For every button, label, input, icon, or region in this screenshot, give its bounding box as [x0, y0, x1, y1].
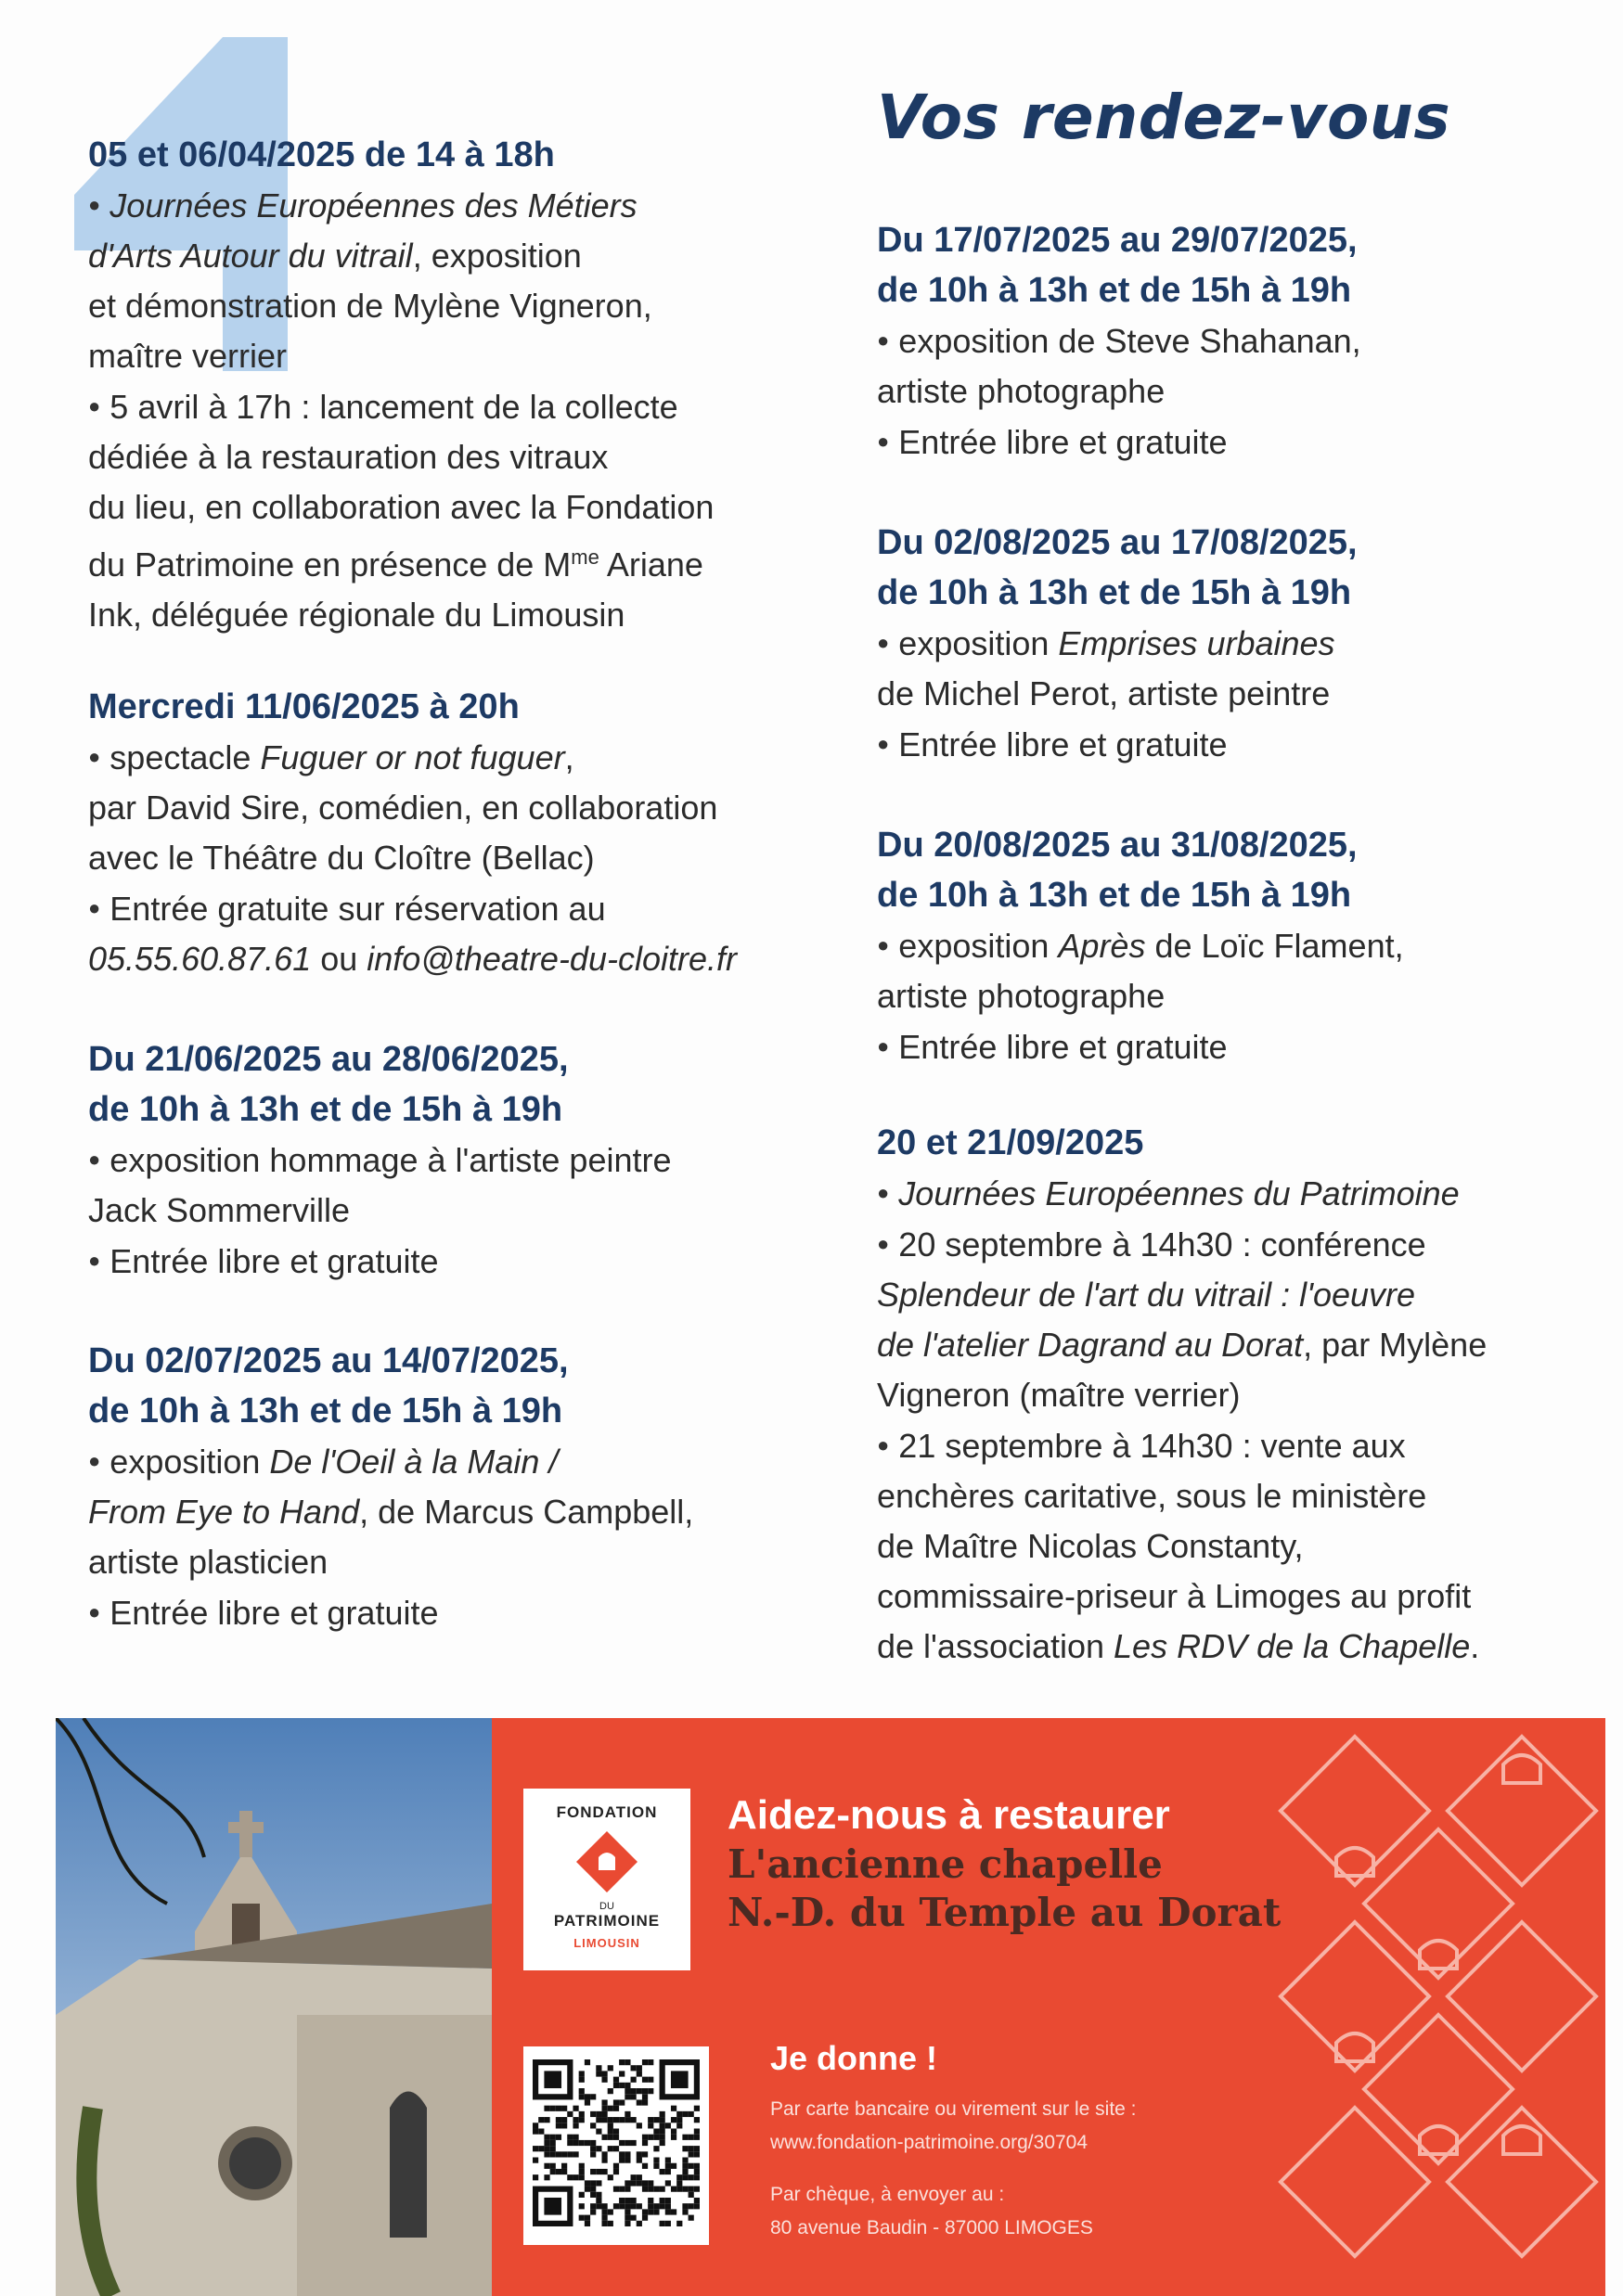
event-bullet-line: [88, 1236, 672, 1287]
event-bullet-line: [88, 1587, 693, 1638]
text-run: .: [1470, 1627, 1480, 1665]
text-run: 20 septembre à 14h30 : conférence: [898, 1225, 1426, 1263]
text-run: Emprises urbaines: [1058, 624, 1335, 662]
event-text-line: [877, 1320, 1487, 1370]
event-text-line: [88, 1186, 672, 1236]
text-run: Splendeur de l'art du vitrail : l'oeuvre: [877, 1276, 1416, 1314]
text-run: commissaire-priseur à Limoges au profit: [877, 1577, 1472, 1615]
event-text-line: [88, 231, 714, 281]
event-text-line: [88, 432, 714, 482]
text-run: d'Arts: [88, 237, 181, 275]
chapel-name: [728, 1841, 1281, 1937]
event-bullet-line: [877, 417, 1361, 468]
text-run: enchères caritative, sous le ministère: [877, 1477, 1427, 1515]
event-date: 05 et 06/04/2025 de 14 à 18h: [88, 135, 555, 174]
chapel-line-1: L'ancienne chapelle: [728, 1841, 1163, 1887]
text-run: de Maître Nicolas Constanty,: [877, 1527, 1304, 1565]
text-run: De l'Oeil à la Main /: [269, 1443, 559, 1481]
cheque-label: Par chèque, à envoyer au :: [770, 2184, 1005, 2205]
event-8: [877, 1118, 1487, 1672]
text-run: Journées Européennes du Patrimoine: [898, 1174, 1460, 1212]
event-date: Du 02/07/2025 au 14/07/2025,: [88, 1341, 569, 1380]
event-date: Du 21/06/2025 au 28/06/2025,: [88, 1040, 569, 1079]
text-run: Entrée libre et gratuite: [109, 1594, 439, 1632]
event-bullet-line: [877, 1021, 1404, 1072]
event-text-line: [88, 1487, 693, 1537]
fondation-patrimoine-logo-icon: [574, 1829, 639, 1894]
text-run: exposition: [898, 624, 1059, 662]
text-run: Les RDV de la Chapelle: [1114, 1627, 1471, 1665]
event-text-line: [877, 1622, 1487, 1672]
text-run: et démonstration de Mylène Vigneron,: [88, 287, 652, 325]
event-hours: de 10h à 13h et de 15h à 19h: [88, 1392, 563, 1430]
text-run: avec le Théâtre du Cloître (Bellac): [88, 839, 595, 877]
text-run: Ariane: [599, 545, 703, 584]
text-run: Entrée libre et gratuite: [898, 423, 1228, 461]
donate-title: Je donne !: [770, 2039, 938, 2077]
event-text-line: [88, 482, 714, 532]
text-run: de Loïc Flament,: [1145, 927, 1404, 965]
event-text-line: [88, 833, 737, 883]
text-run: Autour du vitrail: [180, 237, 413, 275]
event-bullet-line: [88, 883, 737, 934]
event-lines: [877, 618, 1358, 770]
text-run: maître verrier: [88, 337, 288, 375]
banner-headline: Aidez-nous à restaurer: [728, 1792, 1170, 1838]
event-text-line: [88, 281, 714, 331]
event-text-line: [88, 934, 737, 984]
event-hours: de 10h à 13h et de 15h à 19h: [877, 876, 1352, 915]
text-run: exposition de Steve Shahanan,: [898, 322, 1361, 360]
event-bullet-line: [877, 920, 1404, 971]
event-bullet-line: [877, 1420, 1487, 1471]
text-run: exposition: [109, 1443, 270, 1481]
text-run: 5 avril à 17h : lancement de la collecte: [109, 388, 678, 426]
event-lines: [88, 180, 714, 640]
event-7: [877, 820, 1404, 1072]
text-run: Après: [1058, 927, 1146, 965]
event-text-line: [877, 1471, 1487, 1521]
event-text-line: [877, 669, 1358, 719]
event-2: [88, 682, 737, 984]
text-run: , par Mylène: [1303, 1326, 1488, 1364]
text-run: dédiée à la restauration des vitraux: [88, 438, 609, 476]
event-date: Du 20/08/2025 au 31/08/2025,: [877, 826, 1358, 865]
event-bullet-line: [88, 381, 714, 432]
text-run: Entrée libre et gratuite: [898, 725, 1228, 763]
text-run: Jack Sommerville: [88, 1191, 351, 1229]
donation-banner: [56, 1718, 1605, 2296]
event-text-line: [88, 1537, 693, 1587]
donation-website-link[interactable]: www.fondation-patrimoine.org/30704: [770, 2132, 1088, 2153]
text-run: de Michel Perot, artiste peintre: [877, 674, 1331, 712]
page-title: Vos rendez-vous: [877, 82, 1451, 153]
event-5: [877, 215, 1361, 468]
text-run: Ink, déléguée régionale du Limousin: [88, 596, 625, 634]
text-run: artiste plasticien: [88, 1543, 328, 1581]
text-run: du Patrimoine en présence de M: [88, 545, 572, 584]
text-run: Entrée libre et gratuite: [109, 1242, 439, 1280]
event-date: Du 02/08/2025 au 17/08/2025,: [877, 523, 1358, 562]
event-lines: [88, 1135, 672, 1287]
event-4: [88, 1336, 693, 1638]
event-3: [88, 1034, 672, 1287]
event-bullet-line: [88, 1135, 672, 1186]
text-run: Entrée libre et gratuite: [898, 1028, 1228, 1066]
event-hours: de 10h à 13h et de 15h à 19h: [88, 1090, 563, 1129]
text-run: Journées Européennes des Métiers: [109, 186, 638, 224]
text-run: de l'association: [877, 1627, 1114, 1665]
fondation-logo: [523, 1789, 690, 1970]
chapel-photo: [56, 1718, 492, 2296]
text-run: 21 septembre à 14h30 : vente aux: [898, 1427, 1406, 1465]
event-lines: [88, 1436, 693, 1638]
text-run: Fuguer or not fuguer: [260, 738, 565, 776]
event-text-line: [88, 532, 714, 590]
event-text-line: [877, 971, 1404, 1021]
event-1: [88, 130, 714, 640]
event-bullet-line: [88, 1436, 693, 1487]
event-text-line: [88, 590, 714, 640]
event-bullet-line: [88, 180, 714, 231]
event-text-line: [877, 1370, 1487, 1420]
event-lines: [877, 1168, 1487, 1672]
event-text-line: [88, 783, 737, 833]
text-run: , de Marcus Campbell,: [359, 1493, 694, 1531]
event-bullet-line: [877, 719, 1358, 770]
qr-code-icon[interactable]: [533, 2059, 700, 2226]
event-text-line: [877, 1521, 1487, 1571]
event-text-line: [877, 1270, 1487, 1320]
diamond-pattern-icon: [1271, 1718, 1605, 2296]
text-run: Entrée gratuite sur réservation au: [109, 890, 606, 928]
event-text-line: [88, 331, 714, 381]
text-run: ,: [564, 738, 574, 776]
event-bullet-line: [877, 1219, 1487, 1270]
event-date: Du 17/07/2025 au 29/07/2025,: [877, 221, 1358, 260]
event-date: 20 et 21/09/2025: [877, 1123, 1144, 1162]
event-6: [877, 518, 1358, 770]
text-run: par David Sire, comédien, en collaboration: [88, 789, 718, 827]
text-run: ou: [311, 940, 367, 978]
event-date: Mercredi 11/06/2025 à 20h: [88, 687, 520, 726]
text-run: info@theatre-du-cloitre.fr: [367, 940, 737, 978]
text-run: exposition: [898, 927, 1059, 965]
banner-red-panel: [492, 1718, 1605, 2296]
text-run: , exposition: [412, 237, 582, 275]
event-bullet-line: [877, 315, 1361, 366]
event-text-line: [877, 1571, 1487, 1622]
text-run: artiste photographe: [877, 977, 1166, 1015]
text-run: exposition hommage à l'artiste peintre: [109, 1141, 672, 1179]
logo-name-text: PATRIMOINE: [553, 1912, 661, 1930]
text-run: From Eye to Hand: [88, 1493, 360, 1531]
event-lines: [877, 315, 1361, 468]
text-run: Vigneron (maître verrier): [877, 1376, 1241, 1414]
text-run: me: [571, 545, 599, 569]
text-run: 05.55.60.87.61: [88, 940, 312, 978]
event-bullet-line: [88, 732, 737, 783]
text-run: artiste photographe: [877, 372, 1166, 410]
postal-address: 80 avenue Baudin - 87000 LIMOGES: [770, 2217, 1093, 2238]
logo-top-text: FONDATION: [556, 1803, 658, 1821]
event-lines: [88, 732, 737, 984]
event-bullet-line: [877, 618, 1358, 669]
event-hours: de 10h à 13h et de 15h à 19h: [877, 271, 1352, 310]
text-run: spectacle: [109, 738, 261, 776]
logo-du-text: DU: [599, 1901, 614, 1912]
qr-card: [523, 2046, 709, 2245]
event-bullet-line: [877, 1168, 1487, 1219]
text-run: de l'atelier Dagrand au Dorat: [877, 1326, 1304, 1364]
chapel-line-2: N.-D. du Temple au Dorat: [728, 1890, 1282, 1935]
event-hours: de 10h à 13h et de 15h à 19h: [877, 573, 1352, 612]
text-run: du lieu, en collaboration avec la Fondation: [88, 488, 715, 526]
event-text-line: [877, 366, 1361, 417]
card-payment-label: Par carte bancaire ou virement sur le site :: [770, 2098, 1137, 2120]
logo-region-text: LIMOUSIN: [573, 1936, 640, 1950]
event-lines: [877, 920, 1404, 1072]
